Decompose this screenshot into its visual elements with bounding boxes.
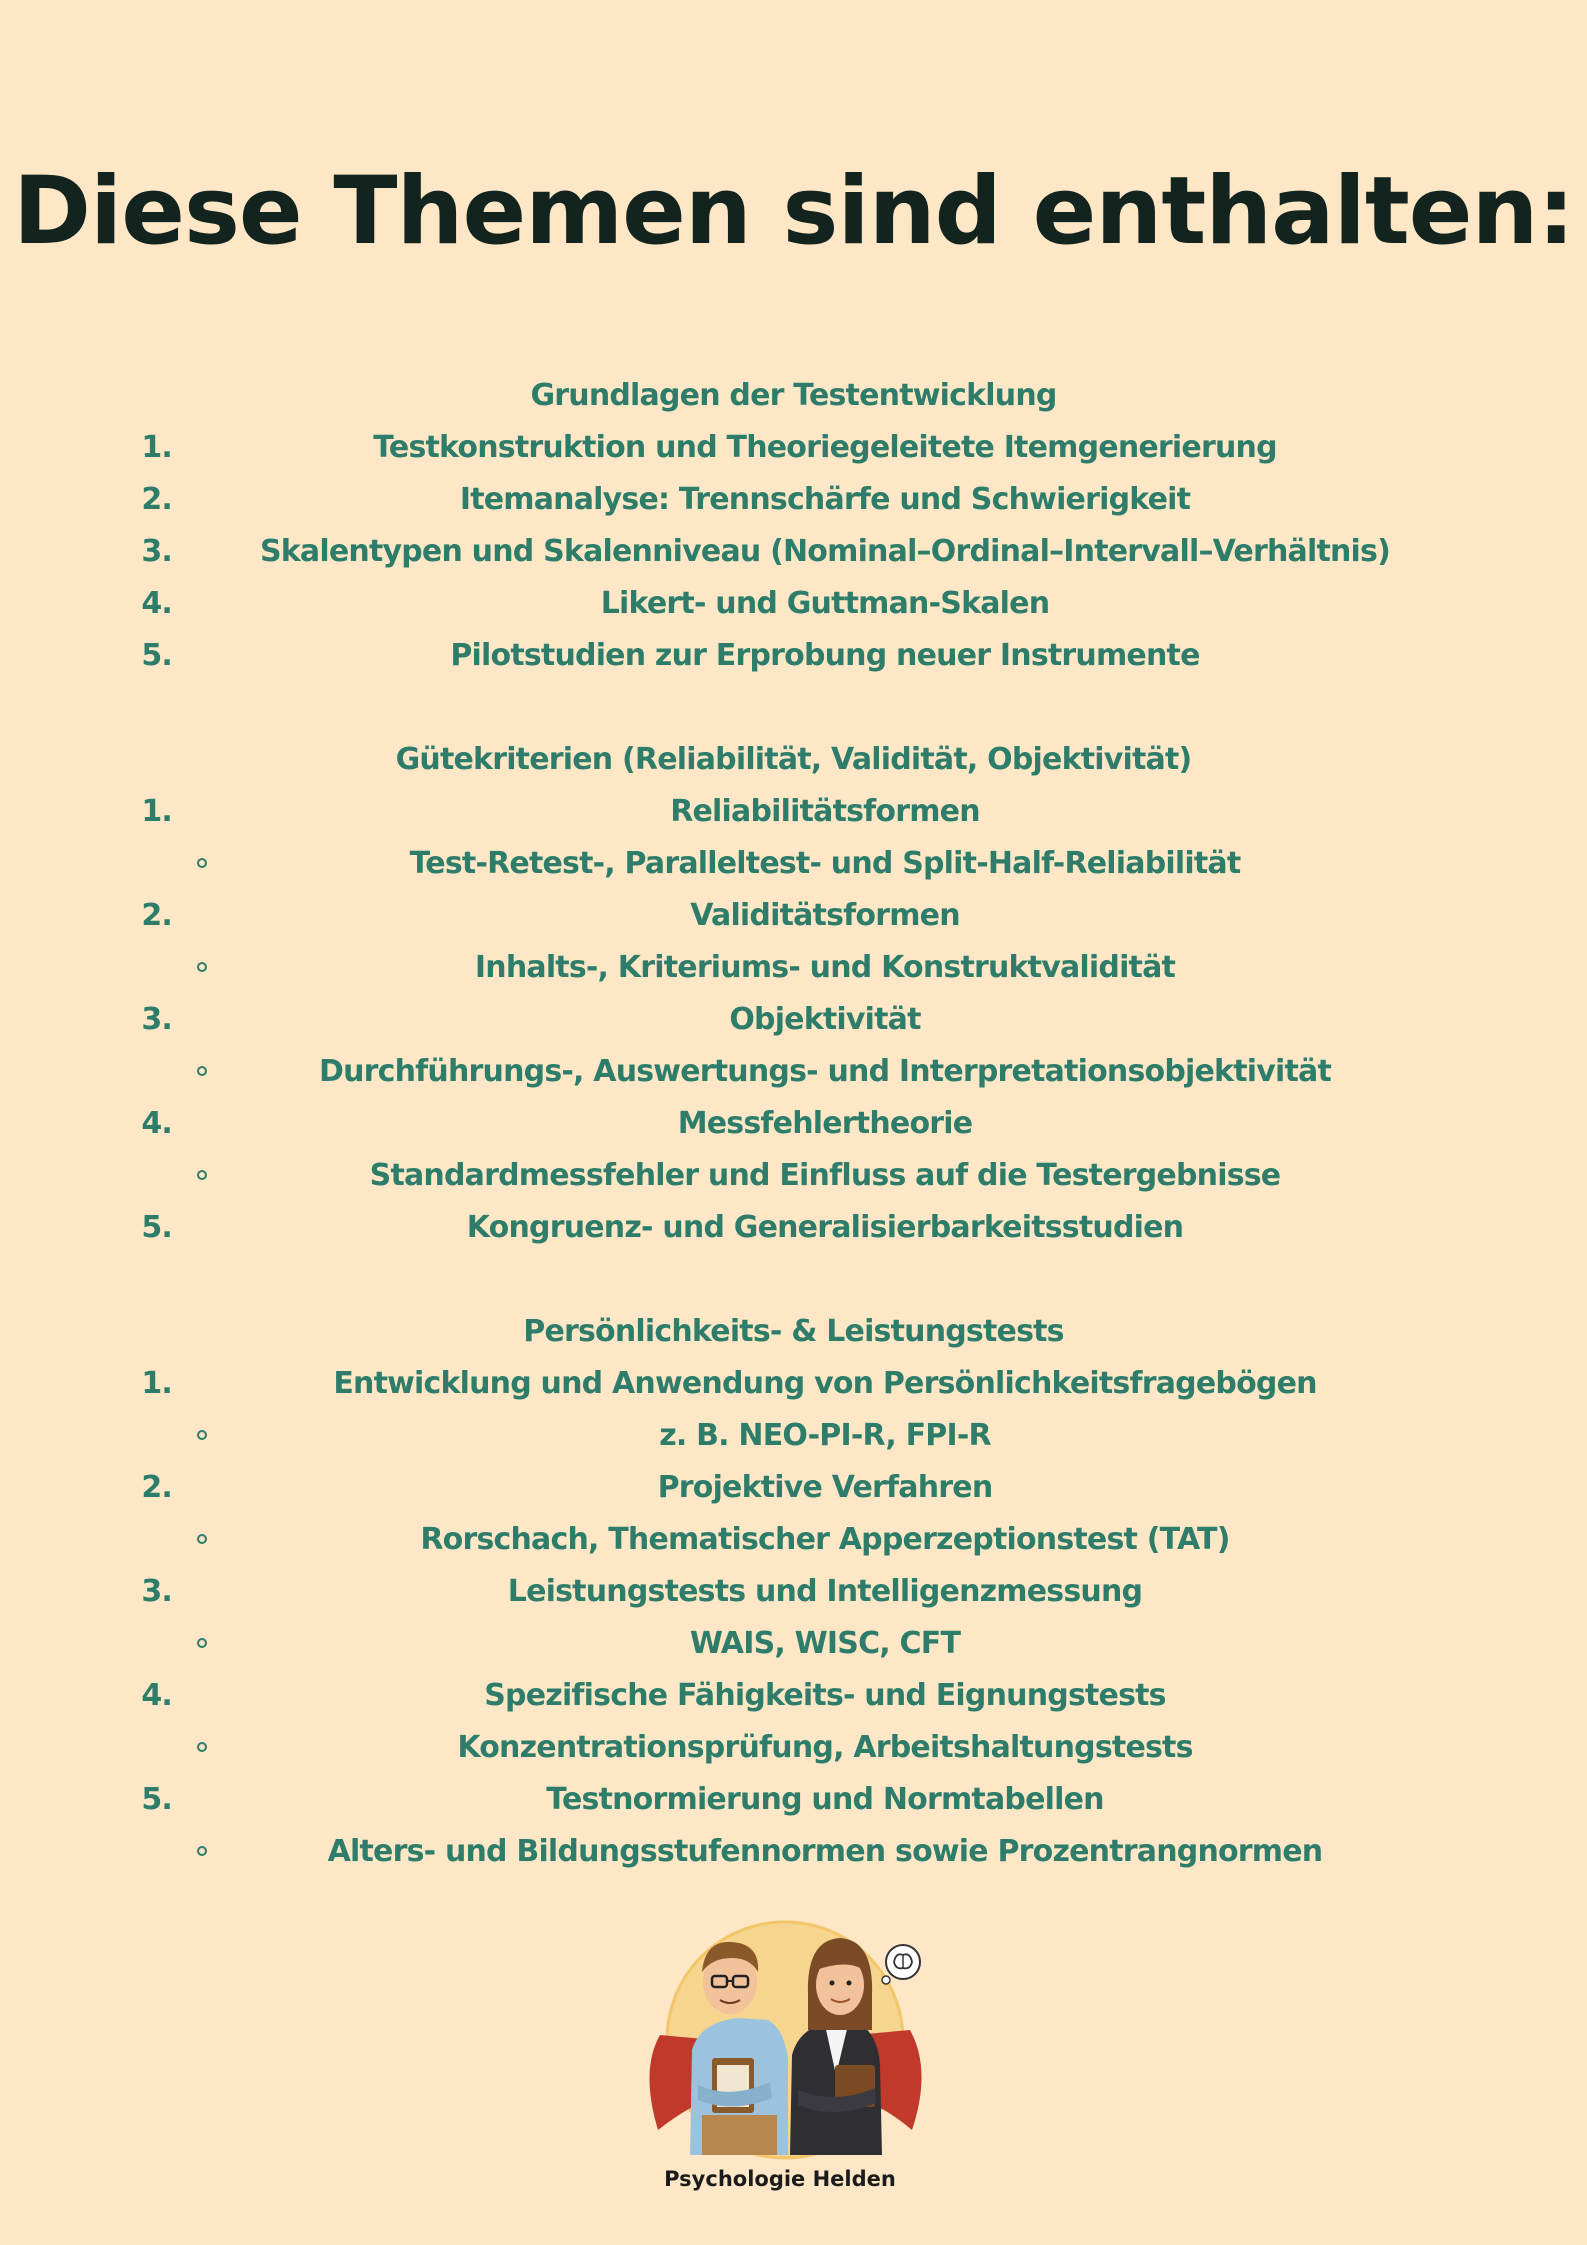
sub-list-item: Inhalts-, Kriteriums- und Konstruktvalidität	[0, 942, 1587, 994]
sub-list-item: Rorschach, Thematischer Apperzeptionstest (TAT)	[0, 1514, 1587, 1566]
section-heading: Grundlagen der Testentwicklung	[530, 378, 1057, 413]
sub-list-item: Alters- und Bildungsstufennormen sowie Prozentrangnormen	[0, 1826, 1587, 1878]
list-item: 5. Testnormierung und Normtabellen	[141, 1782, 1104, 1817]
sub-list-item: z. B. NEO-PI-R, FPI-R	[0, 1410, 1587, 1462]
list-item: 5. Kongruenz- und Generalisierbarkeitsstudien	[141, 1210, 1184, 1245]
sub-list-item: Standardmessfehler und Einfluss auf die Testergebnisse	[0, 1150, 1587, 1202]
list-item: 4. Likert- und Guttman-Skalen	[141, 586, 1050, 621]
sub-list-item: WAIS, WISC, CFT	[0, 1618, 1587, 1670]
list-item: 2. Itemanalyse: Trennschärfe und Schwierigkeit	[141, 482, 1191, 517]
list-item: 2. Validitätsformen	[141, 898, 960, 933]
sub-list-item: Test-Retest-, Paralleltest- und Split-Half-Reliabilität	[0, 838, 1587, 890]
superhero-psychologists-icon	[620, 1900, 950, 2160]
list-item: 3. Leistungstests und Intelligenzmessung	[141, 1574, 1143, 1609]
list-item: 4. Messfehlertheorie	[141, 1106, 973, 1141]
section-spacer	[0, 1254, 1587, 1306]
list-item: 2. Projektive Verfahren	[141, 1470, 993, 1505]
list-item: 3. Skalentypen und Skalenniveau (Nominal–Ordinal–Intervall–Verhältnis)	[141, 534, 1391, 569]
sub-list-item: Konzentrationsprüfung, Arbeitshaltungstests	[0, 1722, 1587, 1774]
section-heading: Persönlichkeits- & Leistungstests	[523, 1314, 1064, 1349]
list-item: 1. Reliabilitätsformen	[141, 794, 980, 829]
section-spacer	[0, 682, 1587, 734]
brand-name: Psychologie Helden	[664, 2167, 896, 2191]
list-item: 1. Entwicklung und Anwendung von Persönlichkeitsfragebögen	[141, 1366, 1317, 1401]
list-item: 1. Testkonstruktion und Theoriegeleitete Itemgenerierung	[141, 430, 1277, 465]
topic-list	[0, 370, 1587, 1878]
list-item: 5. Pilotstudien zur Erprobung neuer Instrumente	[141, 638, 1200, 673]
sub-list-item: Durchführungs-, Auswertungs- und Interpretationsobjektivität	[0, 1046, 1587, 1098]
list-item: 3. Objektivität	[141, 1002, 921, 1037]
section-heading: Gütekriterien (Reliabilität, Validität, Objektivität)	[395, 742, 1192, 777]
list-item: 4. Spezifische Fähigkeits- und Eignungstests	[141, 1678, 1166, 1713]
page-title: Diese Themen sind enthalten:	[12, 157, 1575, 266]
